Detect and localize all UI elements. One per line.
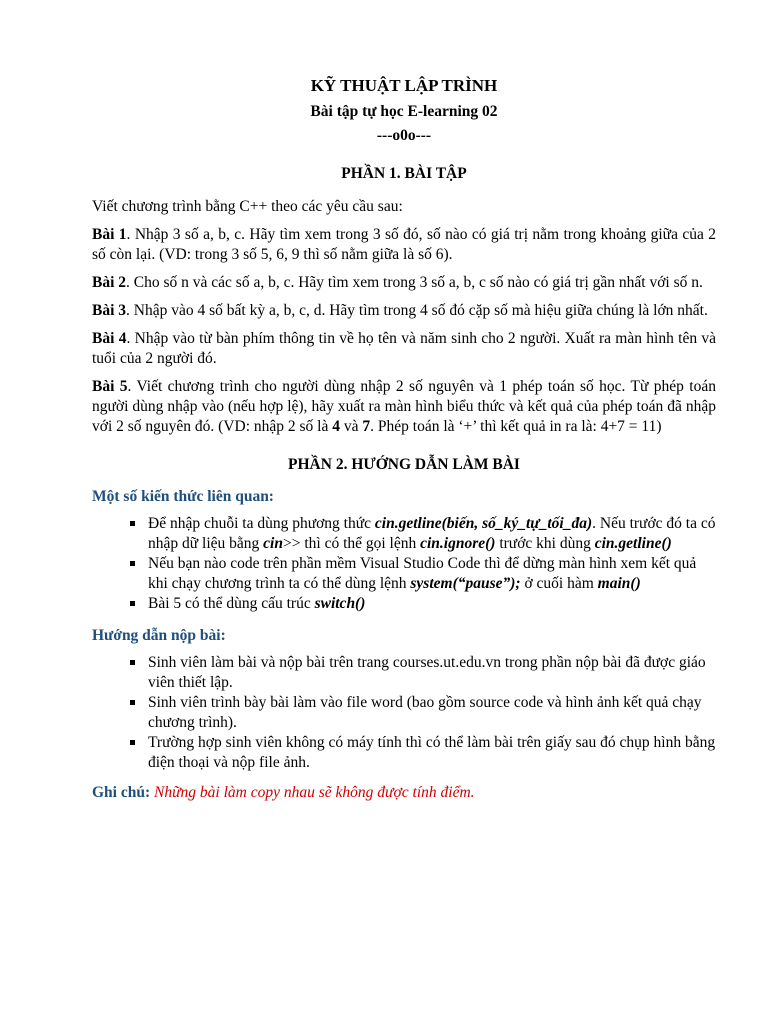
exercise-5-num2: 7: [362, 418, 371, 435]
knowledge-heading: Một số kiến thức liên quan:: [92, 488, 274, 505]
submit-list: [92, 653, 716, 773]
code-system-pause: system(“pause”);: [410, 575, 521, 592]
submit-item-1: Sinh viên làm bài và nộp bài trên trang courses.ut.edu.vn trong phần nộp bài đã được giáo viên thiết lập.: [148, 653, 716, 693]
exercise-2: [92, 273, 716, 293]
knowledge-item-2: [148, 554, 716, 594]
note-text: Những bài làm copy nhau sẽ không được tính điểm.: [154, 784, 475, 801]
knowledge-2-text-1: Nếu bạn nào code trên phần mềm Visual Studio Code thì để dừng màn hình xem kết quả khi chạy chương trình ta có thể dùng lệnh: [148, 555, 697, 592]
exercise-5-text-c: . Phép toán là ‘+’ thì kết quả in ra là: 4+7 = 11): [370, 418, 662, 435]
code-cin: cin: [263, 535, 283, 552]
submit-item-3: Trường hợp sinh viên không có máy tính thì có thể làm bài trên giấy sau đó chụp hình bằng điện thoại và nộp file ảnh.: [148, 734, 716, 771]
note-label: Ghi chú:: [92, 784, 151, 801]
part1-heading: PHẦN 1. BÀI TẬP: [341, 165, 467, 182]
knowledge-1-text-2: . Nếu trước đó ta có nhập dữ liệu bằng: [148, 515, 716, 552]
exercise-2-label: Bài 2: [92, 274, 127, 291]
code-main: main(): [597, 575, 641, 592]
knowledge-1-text-4: trước khi dùng: [495, 535, 595, 552]
code-cin-getline: cin.getline(): [594, 535, 672, 552]
exercise-3-label: Bài 3: [92, 302, 127, 319]
exercise-5-label: Bài 5: [92, 378, 128, 395]
knowledge-item-3: [148, 594, 716, 614]
knowledge-3-text-1: Bài 5 có thể dùng cấu trúc: [148, 595, 315, 612]
code-getline-signature: cin.getline(biến, số_ký_tự_tối_đa): [374, 515, 593, 532]
exercise-1-label: Bài 1: [92, 226, 127, 243]
part2-heading: PHẦN 2. HƯỚNG DẪN LÀM BÀI: [288, 456, 520, 473]
code-switch: switch(): [314, 595, 366, 612]
knowledge-1-text-3: >> thì có thể gọi lệnh: [282, 535, 421, 552]
exercise-5: [92, 377, 716, 437]
submit-item-2: Sinh viên trình bày bài làm vào file word (bao gồm source code và hình ảnh kết quả chạy chương trình).: [148, 693, 716, 733]
exercise-5-text-b: và: [340, 418, 363, 435]
exercise-2-text: . Cho số n và các số a, b, c. Hãy tìm xem trong 3 số a, b, c số nào có giá trị gần nhất với số n.: [126, 274, 703, 291]
exercise-4-text: . Nhập vào từ bàn phím thông tin về họ tên và năm sinh cho 2 người. Xuất ra màn hình tên và tuổi của 2 người đó.: [92, 330, 716, 367]
knowledge-2-text-2: ở cuối hàm: [520, 575, 598, 592]
code-cin-ignore: cin.ignore(): [420, 535, 496, 552]
exercise-1: [92, 225, 716, 265]
knowledge-list: [92, 514, 716, 614]
exercise-4-label: Bài 4: [92, 330, 127, 347]
knowledge-1-text-1: Để nhập chuỗi ta dùng phương thức: [148, 515, 375, 532]
exercise-5-num1: 4: [332, 418, 340, 435]
document-subtitle: Bài tập tự học E-learning 02: [310, 103, 498, 120]
exercise-3: [92, 301, 716, 321]
part1-intro: Viết chương trình bằng C++ theo các yêu cầu sau:: [92, 198, 403, 215]
exercise-1-text: . Nhập 3 số a, b, c. Hãy tìm xem trong 3 số đó, số nào có giá trị nằm trong khoảng giữa của 2 số còn lại. (VD: trong 3 số 5, 6, 9 thì số nằm giữa là số 6).: [92, 226, 716, 263]
submit-heading: Hướng dẫn nộp bài:: [92, 627, 226, 644]
exercise-3-text: . Nhập vào 4 số bất kỳ a, b, c, d. Hãy tìm trong 4 số đó cặp số mà hiệu giữa chúng là lớn nhất.: [126, 302, 708, 319]
knowledge-item-1: [148, 514, 716, 554]
document-title: KỸ THUẬT LẬP TRÌNH: [310, 76, 498, 95]
exercise-4: [92, 329, 716, 369]
separator: ---o0o---: [376, 127, 432, 144]
exercise-5-text-a: . Viết chương trình cho người dùng nhập 2 số nguyên và 1 phép toán số học. Từ phép toán người dùng nhập vào (nếu hợp lệ), hãy xuất ra màn hình biểu thức và kết quả của phép toán đã nhập với 2 số nguyên đó. (VD: nhập 2 số là: [92, 378, 716, 435]
note: [92, 783, 716, 803]
document-content: [92, 74, 716, 803]
